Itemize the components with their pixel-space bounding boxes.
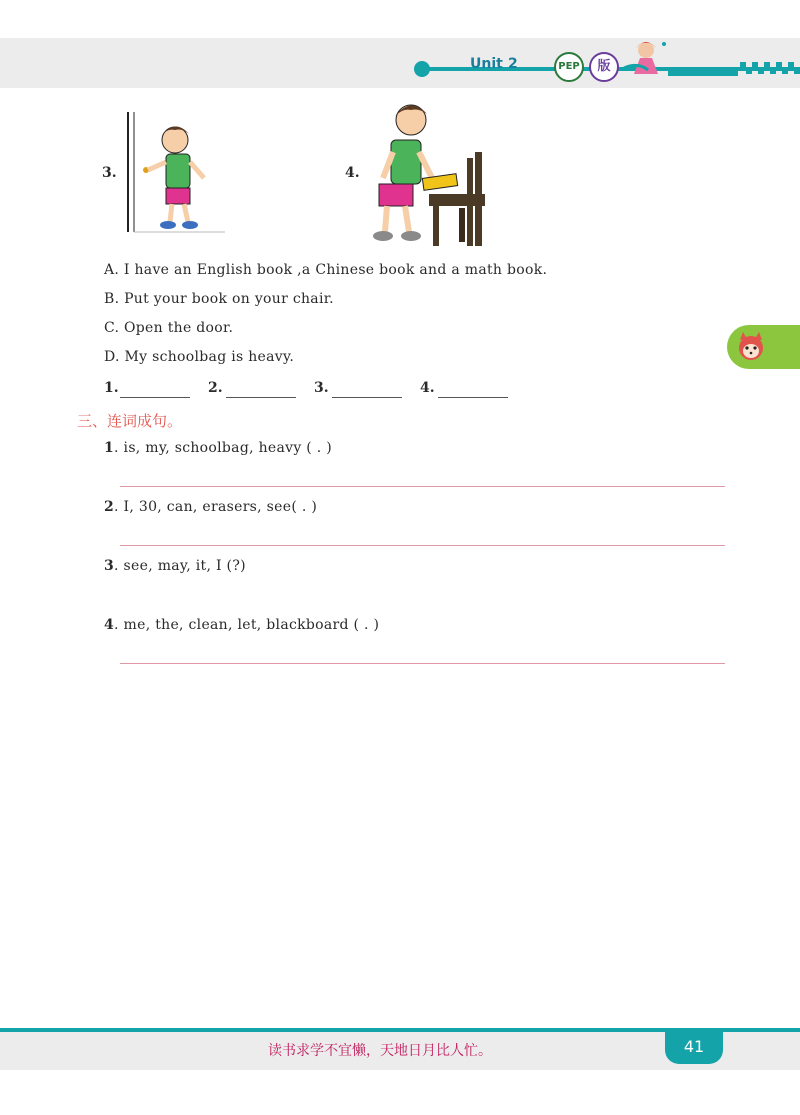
picture-4-label: 4.	[345, 165, 360, 181]
question-3-number: 3	[104, 558, 115, 574]
answer-row	[104, 380, 524, 402]
option-d: D. My schoolbag is heavy.	[104, 349, 295, 365]
answer-line-2[interactable]	[120, 545, 725, 546]
question-1-number: 1	[104, 440, 115, 456]
edition-badge: 版	[589, 52, 619, 82]
boy-opening-door-illustration	[120, 108, 230, 236]
question-1	[104, 440, 332, 456]
option-b: B. Put your book on your chair.	[104, 291, 334, 307]
header-dot	[414, 61, 430, 77]
option-c: C. Open the door.	[104, 320, 234, 336]
answer-label-4: 4.	[420, 380, 435, 396]
question-2	[104, 499, 317, 515]
answer-blank-2[interactable]	[226, 397, 296, 398]
answer-blank-4[interactable]	[438, 397, 508, 398]
question-4-text: . me, the, clean, let, blackboard ( . )	[114, 617, 380, 633]
picture-3-label: 3.	[102, 165, 117, 181]
answer-blank-1[interactable]	[120, 397, 190, 398]
answer-blank-3[interactable]	[332, 397, 402, 398]
answer-line-4[interactable]	[120, 663, 725, 664]
question-2-text: . I, 30, can, erasers, see( . )	[114, 499, 318, 515]
question-2-number: 2	[104, 499, 115, 515]
unit-label: Unit	[470, 56, 503, 72]
question-4-number: 4	[104, 617, 115, 633]
answer-label-2: 2.	[208, 380, 223, 396]
option-a: A. I have an English book ,a Chinese book and a math book.	[104, 262, 548, 278]
question-3	[104, 558, 246, 574]
boy-putting-book-on-chair-illustration	[363, 96, 498, 248]
footer-motto: 读书求学不宜懒，天地日月比人忙。	[268, 1043, 492, 1059]
answer-line-1[interactable]	[120, 486, 725, 487]
pep-badge: PEP	[554, 52, 584, 82]
section-title: 三、连词成句。	[77, 412, 183, 430]
answer-label-3: 3.	[314, 380, 329, 396]
unit-number: 2	[508, 56, 518, 72]
question-3-text: . see, may, it, I (?)	[114, 558, 246, 574]
fairy-mascot-icon	[618, 38, 670, 78]
page-number: 41	[683, 1037, 705, 1056]
fox-mascot-icon	[734, 330, 768, 364]
answer-label-1: 1.	[104, 380, 119, 396]
checker-pattern	[668, 62, 800, 76]
question-1-text: . is, my, schoolbag, heavy ( . )	[114, 440, 333, 456]
question-4	[104, 617, 379, 633]
